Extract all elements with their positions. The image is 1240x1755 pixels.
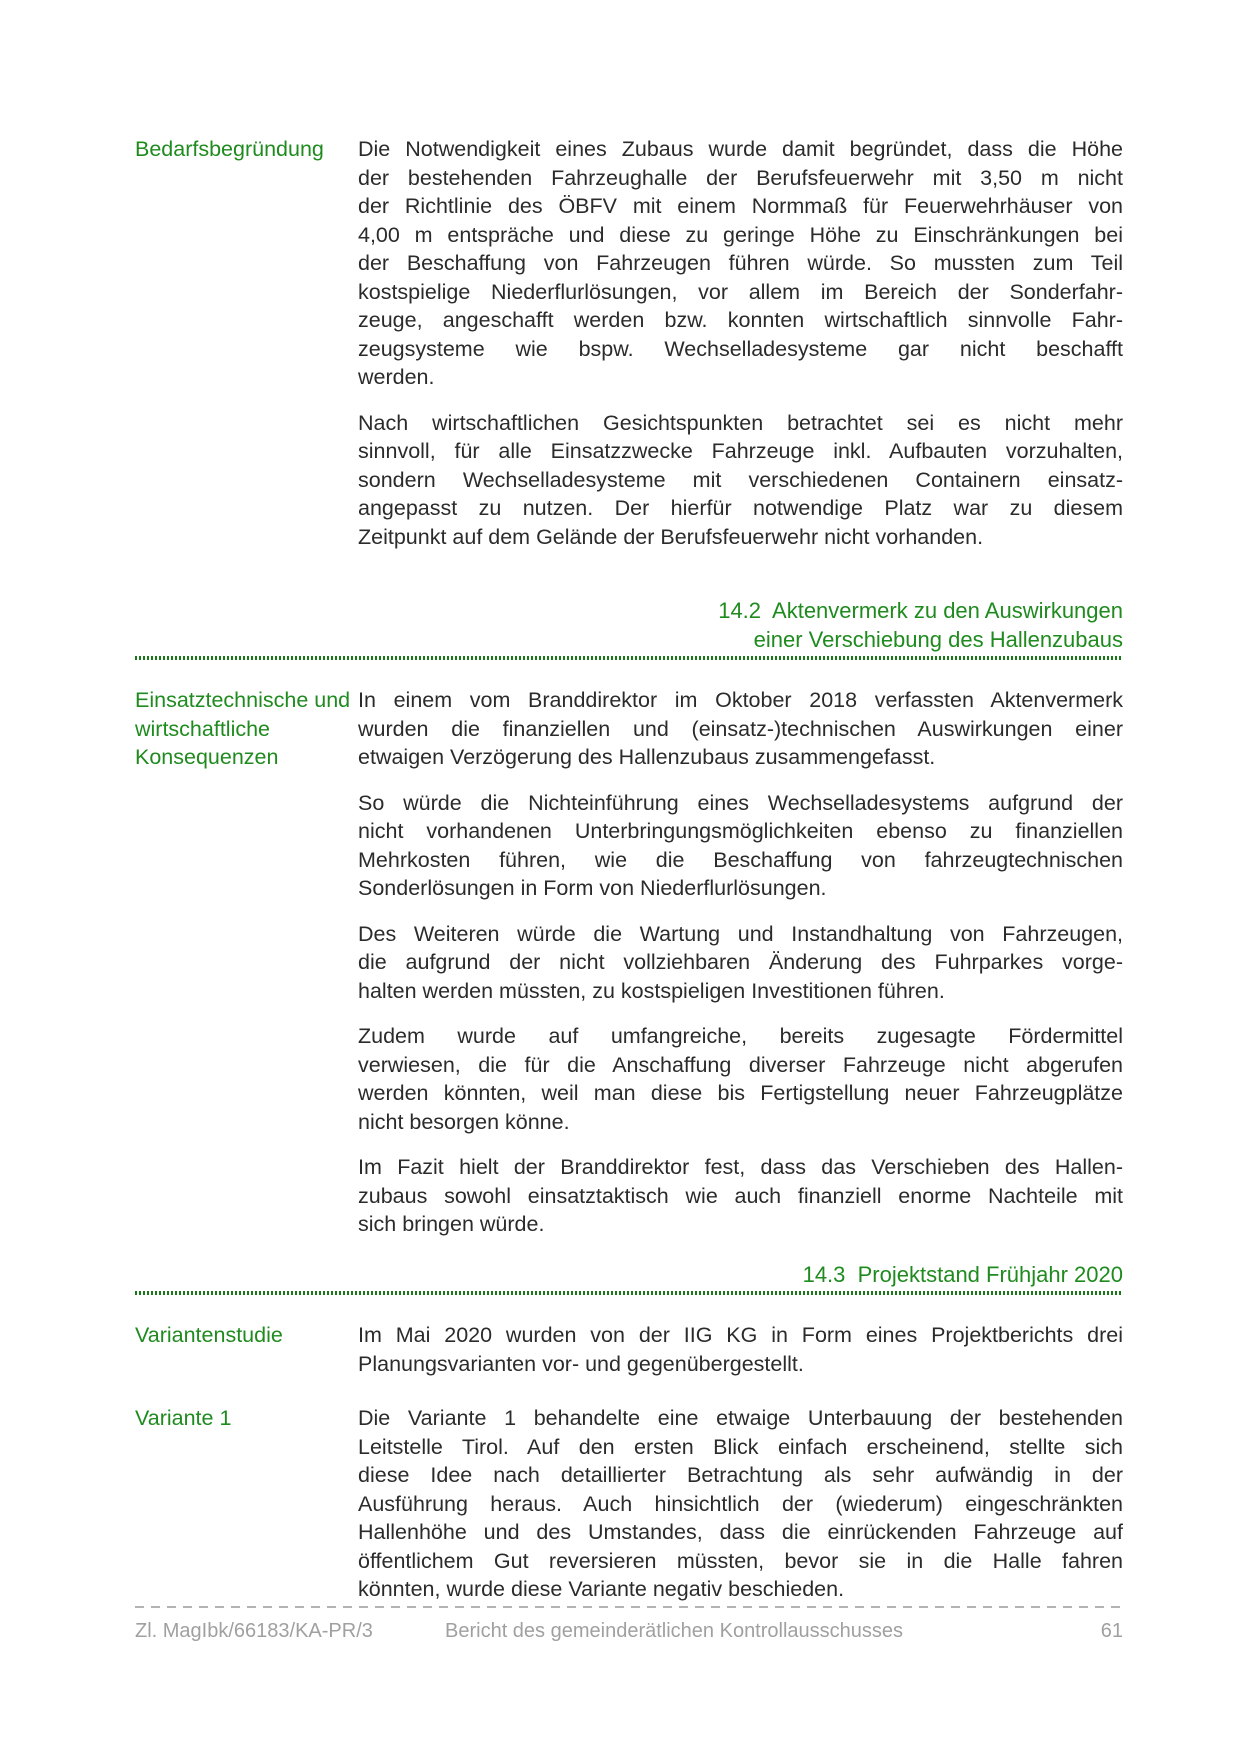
text-line: Im Fazit hielt der Branddirektor fest, dass das Verschieben des Hallen- bbox=[358, 1155, 1123, 1179]
text-line: der Beschaffung von Fahrzeugen führen würde. So mussten zum Teil bbox=[358, 251, 1123, 275]
section-heading-14-2 bbox=[135, 597, 1123, 660]
margin-label: Variantenstudie bbox=[135, 1323, 283, 1347]
text-line: zeuge, angeschafft werden bzw. konnten wirtschaftlich sinnvolle Fahr- bbox=[358, 308, 1123, 332]
text-line: werden könnten, weil man diese bis Fertigstellung neuer Fahrzeugplätze bbox=[358, 1081, 1123, 1105]
text-line: nicht vorhandenen Unterbringungsmöglichkeiten ebenso zu finanziellen bbox=[358, 819, 1123, 843]
footer-title: Bericht des gemeinderätlichen Kontrollausschusses bbox=[445, 1620, 904, 1642]
paragraph bbox=[358, 789, 1123, 903]
paragraph bbox=[358, 1321, 1123, 1378]
text-line: Hallenhöhe und des Umstandes, dass die einrückenden Fahrzeuge auf bbox=[358, 1520, 1123, 1544]
text-line: der bestehenden Fahrzeughalle der Berufsfeuerwehr mit 3,50 m nicht bbox=[358, 165, 1123, 190]
section-heading-14-3 bbox=[135, 1261, 1123, 1296]
section-variante-1 bbox=[135, 1404, 1123, 1604]
paragraph bbox=[358, 920, 1123, 1006]
footer-reference: Zl. MagIbk/66183/KA-PR/3 bbox=[135, 1620, 373, 1642]
page-footer bbox=[135, 1606, 1123, 1643]
text-line: Zeitpunkt auf dem Gelände der Berufsfeuerwehr nicht vorhanden. bbox=[358, 524, 984, 549]
text-line: könnten, wurde diese Variante negativ beschieden. bbox=[358, 1577, 845, 1601]
dotted-rule bbox=[135, 656, 1123, 660]
text-line: So würde die Nichteinführung eines Wechselladesystems aufgrund der bbox=[358, 790, 1123, 815]
margin-label: Bedarfsbegründung bbox=[135, 137, 324, 161]
text-line: Ausführung heraus. Auch hinsichtlich der (wiederum) eingeschränkten bbox=[358, 1491, 1123, 1516]
text-line: etwaigen Verzögerung des Hallenzubaus zusammengefasst. bbox=[358, 745, 936, 769]
text-line: diese Idee nach detaillierter Betrachtung als sehr aufwändig in der bbox=[358, 1463, 1123, 1487]
paragraph bbox=[358, 686, 1123, 772]
text-line: Planungsvarianten vor- und gegenübergestellt. bbox=[358, 1351, 804, 1376]
heading-line: 14.2 Aktenvermerk zu den Auswirkungen bbox=[718, 598, 1123, 623]
text-line: Nach wirtschaftlichen Gesichtspunkten betrachtet sei es nicht mehr bbox=[358, 410, 1123, 435]
text-line: Die Variante 1 behandelte eine etwaige Unterbauung der bestehenden bbox=[358, 1406, 1123, 1430]
text-line: werden. bbox=[358, 365, 435, 389]
text-line: angepasst zu nutzen. Der hierfür notwendige Platz war zu diesem bbox=[358, 496, 1123, 520]
page-content bbox=[135, 135, 1123, 1604]
text-line: 4,00 m entspräche und diese zu geringe Höhe zu Einschränkungen bei bbox=[358, 222, 1123, 247]
heading-line: 14.3 Projektstand Frühjahr 2020 bbox=[802, 1261, 1123, 1287]
paragraph bbox=[358, 1404, 1123, 1604]
text-line: kostspielige Niederflurlösungen, vor allem im Bereich der Sonderfahr- bbox=[358, 279, 1123, 304]
text-line: wurden die finanziellen und (einsatz-)technischen Auswirkungen einer bbox=[358, 716, 1123, 741]
text-line: die aufgrund der nicht vollziehbaren Änderung des Fuhrparkes vorge- bbox=[358, 950, 1123, 974]
text-line: halten werden müssten, zu kostspieligen Investitionen führen. bbox=[358, 978, 945, 1003]
text-line: sinnvoll, für alle Einsatzzwecke Fahrzeuge inkl. Aufbauten vorzuhalten, bbox=[358, 439, 1123, 463]
text-line: nicht besorgen könne. bbox=[358, 1109, 570, 1134]
paragraph bbox=[358, 1022, 1123, 1136]
text-line: sondern Wechselladesysteme mit verschiedenen Containern einsatz- bbox=[358, 467, 1123, 492]
text-line: Im Mai 2020 wurden von der IIG KG in Form eines Projektberichts drei bbox=[358, 1323, 1123, 1347]
text-line: zeugsysteme wie bspw. Wechselladesysteme gar nicht beschafft bbox=[358, 336, 1123, 361]
margin-label: Einsatztechnische und wirtschaftliche Konsequenzen bbox=[135, 688, 351, 769]
section-variantenstudie bbox=[135, 1321, 1123, 1378]
heading-line: einer Verschiebung des Hallenzubaus bbox=[753, 626, 1123, 652]
text-line: Sonderlösungen in Form von Niederflurlösungen. bbox=[358, 876, 827, 900]
text-line: Des Weiteren würde die Wartung und Instandhaltung von Fahrzeugen, bbox=[358, 921, 1123, 946]
text-line: sich bringen würde. bbox=[358, 1212, 545, 1236]
margin-label: Variante 1 bbox=[135, 1406, 232, 1430]
paragraph bbox=[358, 135, 1123, 392]
text-line: der Richtlinie des ÖBFV mit einem Normmaß für Feuerwehrhäuser von bbox=[358, 194, 1123, 218]
text-line: öffentlichem Gut reversieren müssten, bevor sie in die Halle fahren bbox=[358, 1548, 1123, 1573]
dotted-rule bbox=[135, 1291, 1123, 1295]
section-bedarfsbegruendung bbox=[135, 135, 1123, 551]
paragraph bbox=[358, 1153, 1123, 1239]
text-line: Die Notwendigkeit eines Zubaus wurde damit begründet, dass die Höhe bbox=[358, 137, 1123, 161]
dashed-rule bbox=[135, 1606, 1123, 1608]
text-line: zubaus sowohl einsatztaktisch wie auch finanziell enorme Nachteile mit bbox=[358, 1183, 1123, 1208]
footer-page-number: 61 bbox=[1100, 1620, 1123, 1642]
text-line: In einem vom Branddirektor im Oktober 2018 verfassten Aktenvermerk bbox=[358, 688, 1123, 712]
text-line: verwiesen, die für die Anschaffung diverser Fahrzeuge nicht abgerufen bbox=[358, 1052, 1123, 1077]
text-line: Zudem wurde auf umfangreiche, bereits zugesagte Fördermittel bbox=[358, 1024, 1123, 1048]
paragraph bbox=[358, 409, 1123, 552]
section-konsequenzen bbox=[135, 686, 1123, 1239]
text-line: Leitstelle Tirol. Auf den ersten Blick einfach erscheinend, stellte sich bbox=[358, 1434, 1123, 1459]
text-line: Mehrkosten führen, wie die Beschaffung von fahrzeugtechnischen bbox=[358, 847, 1123, 872]
